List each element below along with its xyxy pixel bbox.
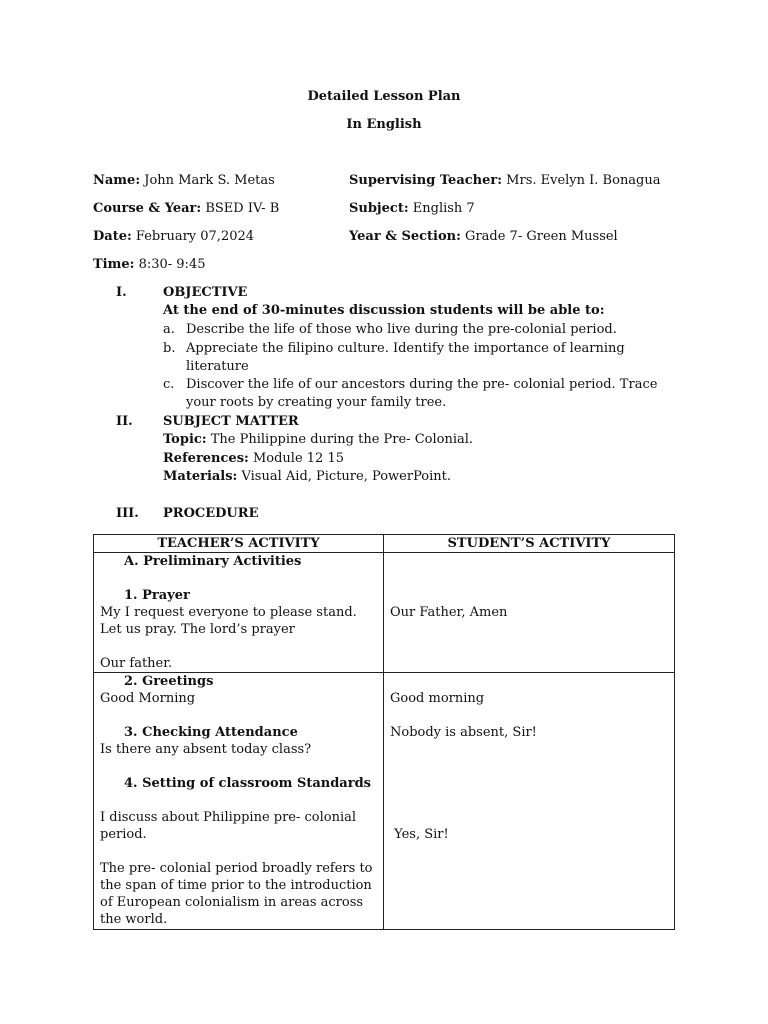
prayer-line: My I request everyone to please stand. <box>100 605 357 620</box>
materials-line <box>163 468 451 486</box>
references-label: References: <box>163 451 249 466</box>
date-label: Date: <box>93 229 132 244</box>
references-value: Module 12 15 <box>248 451 344 466</box>
table-row <box>94 553 675 673</box>
subject-field <box>349 200 475 218</box>
prayer-line: Our father. <box>100 656 173 671</box>
supervisor-value: Mrs. Evelyn I. Bonagua <box>502 173 661 188</box>
greetings-heading: 2. Greetings <box>124 674 214 689</box>
teacher-cell <box>94 553 384 673</box>
time-value: 8:30- 9:45 <box>134 257 206 272</box>
teacher-cell <box>94 673 384 930</box>
table-header-row <box>94 535 675 553</box>
course-value: BSED IV- B <box>201 201 280 216</box>
document-subtitle: In English <box>346 117 422 132</box>
table-row <box>94 673 675 930</box>
course-label: Course & Year: <box>93 201 202 216</box>
section-field <box>349 228 618 246</box>
date-value: February 07,2024 <box>131 229 255 244</box>
objective-letter: c. <box>163 377 175 392</box>
definition-text: The pre- colonial period broadly refers to the span of time prior to the introduction of European colonialism in areas across the world. <box>100 861 373 927</box>
student-cell <box>384 673 675 930</box>
time-field <box>93 256 205 274</box>
subject-value: English 7 <box>408 201 475 216</box>
objective-intro: At the end of 30-minutes discussion students will be able to: <box>163 303 605 318</box>
objective-number: I. <box>116 285 127 300</box>
name-value: John Mark S. Metas <box>140 173 275 188</box>
supervisor-field <box>349 172 661 190</box>
procedure-table <box>93 534 675 930</box>
name-field <box>93 172 275 190</box>
attendance-text: Is there any absent today class? <box>100 742 312 757</box>
materials-value: Visual Aid, Picture, PowerPoint. <box>237 469 451 484</box>
subject-matter-heading: SUBJECT MATTER <box>163 414 299 429</box>
standards-heading: 4. Setting of classroom Standards <box>124 776 371 791</box>
student-activity-header: STUDENT’S ACTIVITY <box>384 535 675 553</box>
prayer-line: Let us pray. The lord’s prayer <box>100 622 295 637</box>
section-label: Year & Section: <box>349 229 461 244</box>
references-line <box>163 450 344 468</box>
objective-text: Describe the life of those who live during the pre-colonial period. <box>186 322 617 337</box>
objective-text: Discover the life of our ancestors during the pre- colonial period. Trace your roots by creating your family tree. <box>186 377 658 410</box>
discussion-text: I discuss about Philippine pre- colonial period. <box>100 810 357 842</box>
objective-letter: b. <box>163 341 176 356</box>
materials-label: Materials: <box>163 469 238 484</box>
objective-letter: a. <box>163 322 175 337</box>
subject-label: Subject: <box>349 201 409 216</box>
greetings-text: Good Morning <box>100 691 196 706</box>
prayer-heading: 1. Prayer <box>124 588 190 603</box>
attendance-heading: 3. Checking Attendance <box>124 725 298 740</box>
teacher-activity-header: TEACHER’S ACTIVITY <box>94 535 384 553</box>
objective-heading: OBJECTIVE <box>163 285 248 300</box>
student-greeting: Good morning <box>390 691 485 706</box>
topic-line <box>163 431 473 449</box>
student-attendance-response: Nobody is absent, Sir! <box>390 725 537 740</box>
supervisor-label: Supervising Teacher: <box>349 173 503 188</box>
document-title: Detailed Lesson Plan <box>307 89 461 104</box>
topic-value: The Philippine during the Pre- Colonial. <box>206 432 474 447</box>
subject-matter-number: II. <box>116 414 133 429</box>
topic-label: Topic: <box>163 432 207 447</box>
date-field <box>93 228 254 246</box>
name-label: Name: <box>93 173 141 188</box>
preliminary-activities-heading: A. Preliminary Activities <box>124 554 302 569</box>
student-yes-response: Yes, Sir! <box>390 827 449 842</box>
procedure-number: III. <box>116 506 139 521</box>
course-field <box>93 200 279 218</box>
student-prayer-response: Our Father, Amen <box>390 605 508 620</box>
student-cell <box>384 553 675 673</box>
section-value: Grade 7- Green Mussel <box>460 229 618 244</box>
time-label: Time: <box>93 257 135 272</box>
objective-text: Appreciate the filipino culture. Identify the importance of learning literature <box>186 341 625 374</box>
procedure-heading: PROCEDURE <box>163 506 259 521</box>
